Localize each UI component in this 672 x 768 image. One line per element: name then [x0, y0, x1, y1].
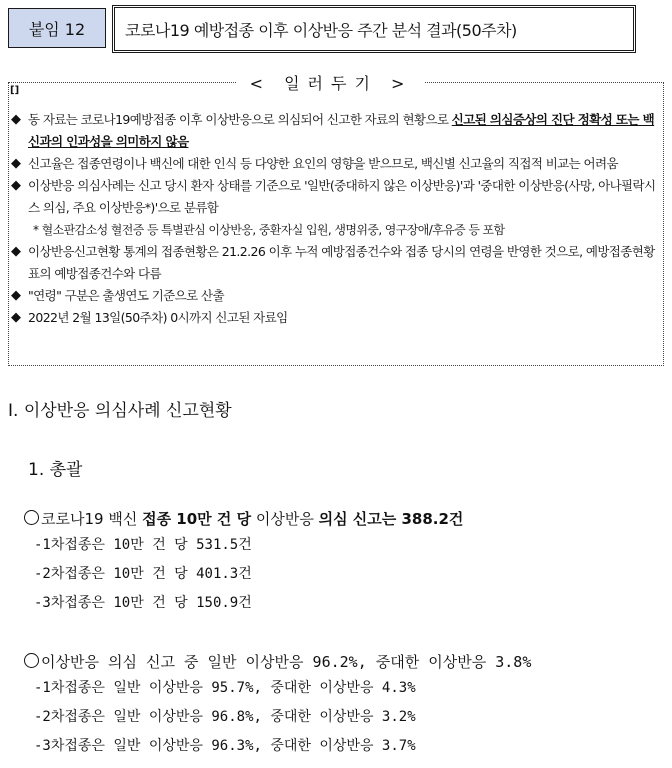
document-title: [112, 5, 636, 53]
notice-item-text: "연령" 구분은 출생연도 기준으로 산출: [28, 288, 224, 303]
summary-text: 코로나19 백신: [41, 510, 143, 528]
notice-item-text: 이상반응 의심사례는 신고 당시 환자 상태를 기준으로 '일반(중대하지 않은 이상반응)'과 '중대한 이상반응(사망, 아나필락시스 의심, 주요 이상반응*)'으로 분류함: [28, 178, 656, 215]
notice-title: < 일러두기 >: [237, 71, 425, 94]
circle-bullet-icon: [24, 510, 39, 525]
notice-item-text: 2022년 2월 13일(50주차) 0시까지 신고된 자료임: [28, 310, 288, 325]
summary-detail-line: -2차접종은 10만 건 당 401.3건: [34, 566, 252, 582]
diamond-bullet-icon: ◆: [11, 310, 21, 325]
summary-block-rate: [24, 507, 463, 618]
summary-main-line: [24, 650, 531, 674]
summary-text: 이상반응 의심 신고 중 일반 이상반응 96.2%, 중대한 이상반응 3.8%: [41, 653, 532, 671]
notice-item-text: 동 자료는 코로나19예방접종 이후 이상반응으로 의심되어 신고한 자료의 현황으로: [28, 112, 452, 127]
section-heading: Ⅰ. 이상반응 의심사례 신고현황: [8, 401, 232, 421]
notice-bracket: []: [10, 85, 20, 96]
notice-item-emphasis: 신고된 의심증상의 진단 정확성 또는 백신과의 인과성을 의미하지 않음: [28, 112, 655, 149]
notice-footnote: * 혈소판감소성 혈전증 등 특별관심 이상반응, 중환자실 입원, 생명위중, 영구장애/후유증 등 포함: [33, 223, 505, 237]
summary-detail-line: -3차접종은 일반 이상반응 96.3%, 중대한 이상반응 3.7%: [34, 738, 416, 754]
diamond-bullet-icon: ◆: [11, 156, 21, 171]
attachment-tag-label: 붙임 12: [28, 19, 86, 39]
diamond-bullet-icon: ◆: [11, 244, 21, 259]
subsection-heading: 1. 총괄: [28, 460, 83, 480]
circle-bullet-icon: [24, 653, 39, 668]
notice-item-text: 신고율은 접종연령이나 백신에 대한 인식 등 다양한 요인의 영향을 받으므로, 백신별 신고율의 직접적 비교는 어려움: [28, 156, 618, 171]
notice-item-text: 이상반응신고현황 통계의 접종현황은 21.2.26 이후 누적 예방접종건수와 접종 당시의 연령을 반영한 것으로, 예방접종현황 표의 예방접종건수와 다름: [28, 244, 655, 281]
diamond-bullet-icon: ◆: [11, 178, 21, 193]
summary-detail-line: -1차접종은 10만 건 당 531.5건: [34, 537, 252, 553]
document-title-text: 코로나19 예방접종 이후 이상반응 주간 분석 결과(50주차): [125, 20, 517, 40]
attachment-tag: [8, 8, 106, 48]
summary-text: 이상반응: [251, 510, 319, 528]
summary-block-ratio: [24, 650, 531, 761]
notice-item: [11, 307, 661, 329]
notice-box: [8, 74, 664, 366]
notice-item: [11, 285, 661, 307]
summary-main-line: [24, 507, 463, 531]
summary-emphasis: 접종 10만 건 당: [142, 510, 252, 528]
notice-item: [11, 175, 661, 219]
summary-emphasis: 의심 신고는 388.2건: [318, 510, 464, 528]
notice-item: [11, 241, 661, 285]
notice-body: [11, 109, 661, 329]
summary-detail-line: -3차접종은 10만 건 당 150.9건: [34, 595, 252, 611]
diamond-bullet-icon: ◆: [11, 112, 21, 127]
summary-detail-line: -2차접종은 일반 이상반응 96.8%, 중대한 이상반응 3.2%: [34, 709, 416, 725]
summary-detail-line: -1차접종은 일반 이상반응 95.7%, 중대한 이상반응 4.3%: [34, 680, 416, 696]
notice-item: [11, 109, 661, 153]
notice-item: [11, 153, 661, 175]
diamond-bullet-icon: ◆: [11, 288, 21, 303]
